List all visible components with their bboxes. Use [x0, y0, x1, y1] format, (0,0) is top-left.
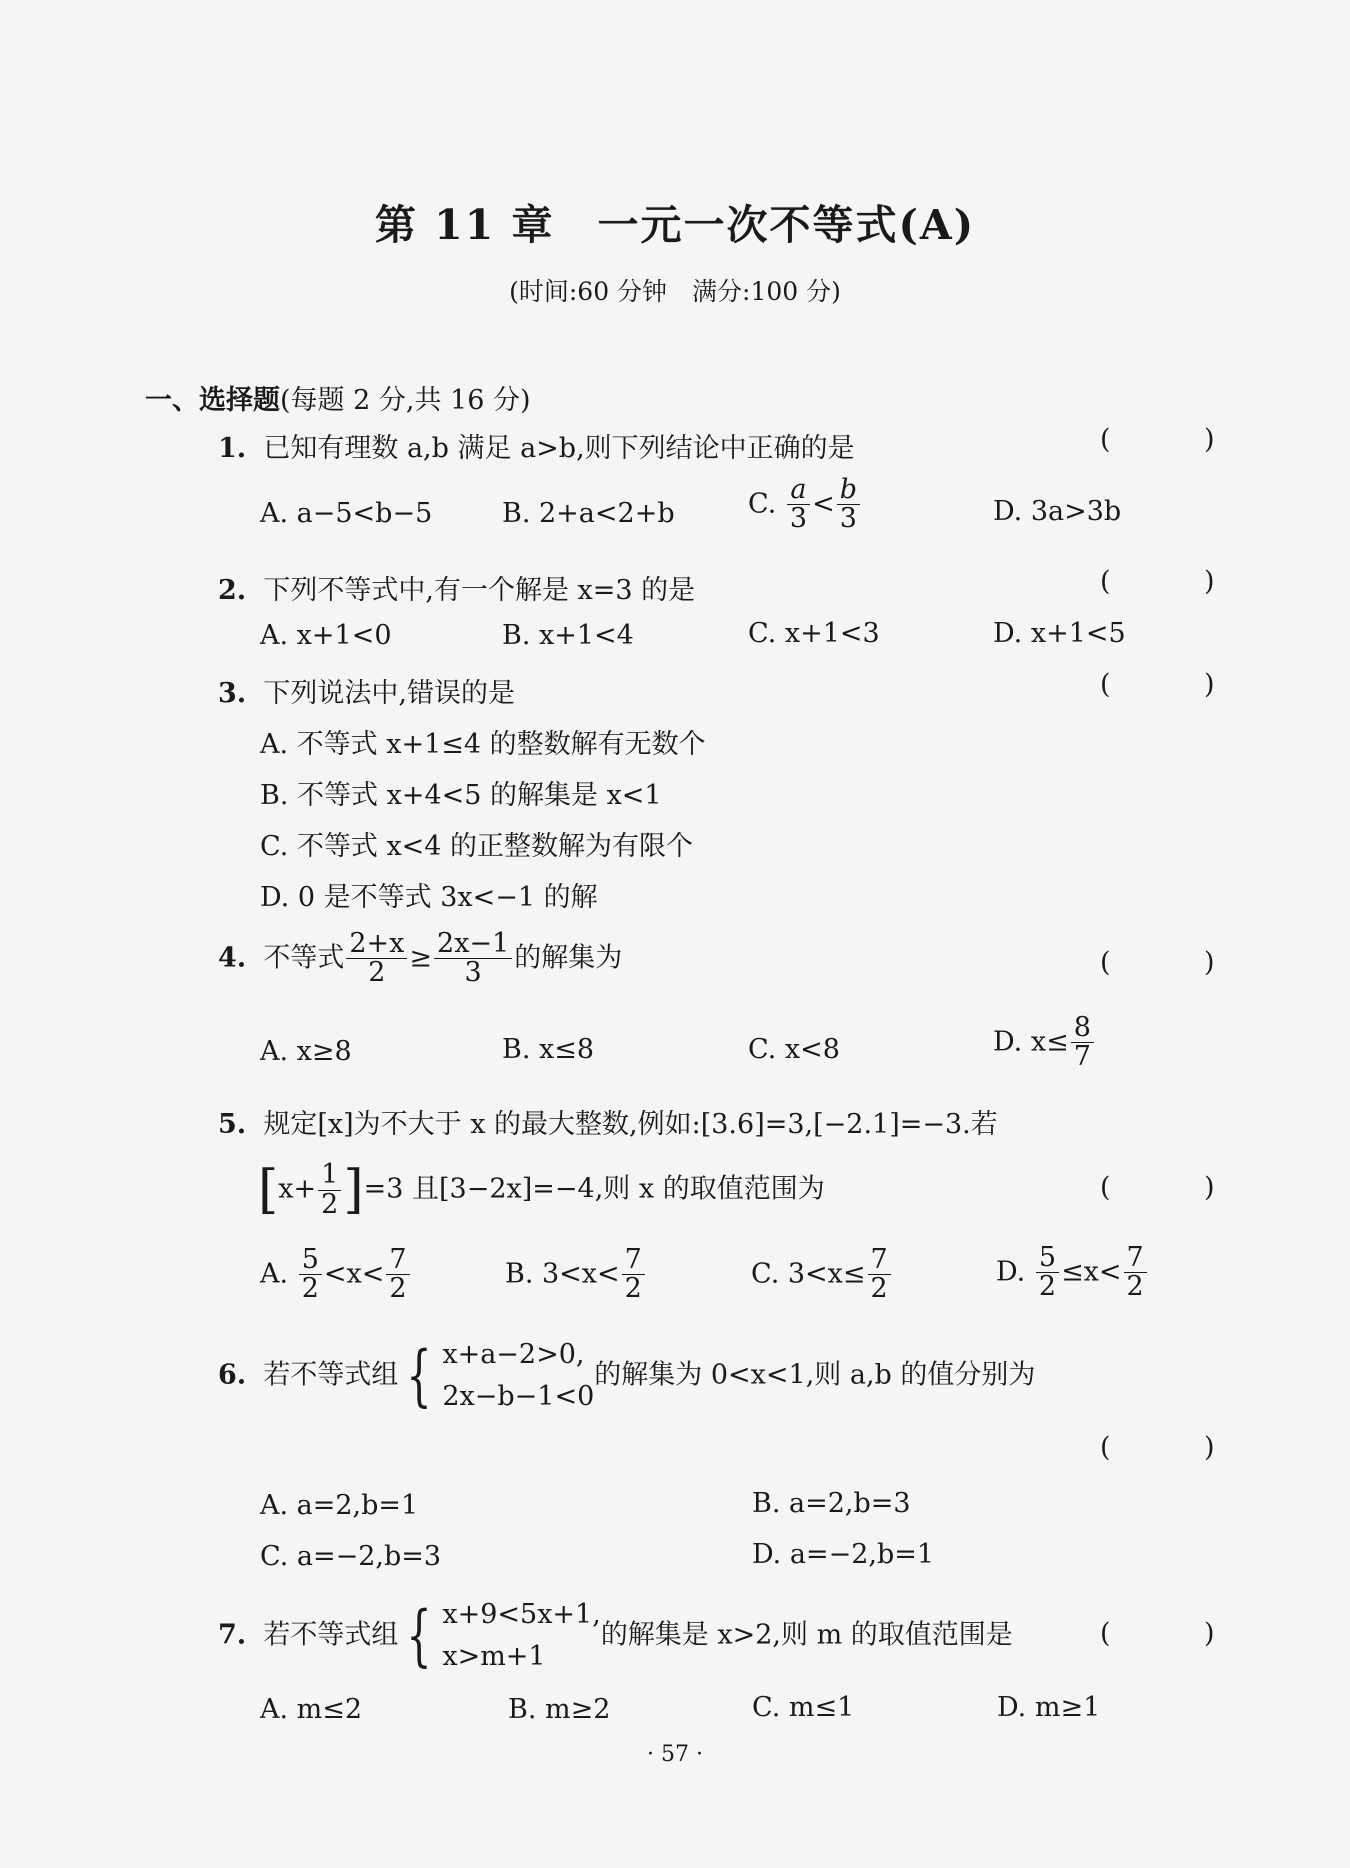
q4-option-b: B. x≤8 [502, 1034, 595, 1065]
section-note: (每题 2 分,共 16 分) [280, 385, 531, 416]
question-2-stem [218, 568, 695, 607]
q6-option-d: D. a=−2,b=1 [752, 1539, 935, 1570]
q1-option-b: B. 2+a<2+b [502, 498, 675, 529]
q7-option-b: B. m≥2 [508, 1694, 611, 1725]
q3-option-a: A. 不等式 x+1≤4 的整数解有无数个 [260, 729, 706, 760]
question-number: 7. [218, 1619, 247, 1651]
exam-info: (时间:60 分钟 满分:100 分) [509, 277, 841, 306]
q3-option-b: B. 不等式 x+4<5 的解集是 x<1 [260, 780, 662, 811]
q5-option-c: C. 3<x≤ $\frac{7}{2}$ [751, 1246, 893, 1304]
q1-option-a: A. a−5<b−5 [260, 498, 433, 529]
answer-blank-1[interactable]: ( ) [1100, 424, 1215, 455]
q2-option-b: B. x+1<4 [502, 620, 634, 651]
answer-blank-7[interactable]: ( ) [1100, 1618, 1215, 1649]
q3-option-d: D. 0 是不等式 3x<−1 的解 [260, 882, 598, 913]
answer-blank-3[interactable]: ( ) [1100, 669, 1215, 700]
question-number: 1. [218, 433, 247, 464]
answer-blank-4[interactable]: ( ) [1100, 947, 1215, 978]
q4-option-d: D. x≤ $\frac{8}{7}$ [993, 1014, 1096, 1072]
q5-option-b: B. 3<x< $\frac{7}{2}$ [505, 1246, 647, 1304]
q6-option-c: C. a=−2,b=3 [260, 1541, 442, 1572]
q1-option-c: C. $\frac{a}{3}$ < $\frac{b}{3}$ [748, 476, 862, 534]
question-text: 规定[x]为不大于 x 的最大整数,例如:[3.6]=3,[−2.1]=−3.若 [263, 1109, 998, 1140]
section-heading [145, 378, 531, 417]
q4-option-c: C. x<8 [748, 1034, 840, 1065]
q2-option-d: D. x+1<5 [993, 618, 1126, 649]
q2-option-a: A. x+1<0 [260, 620, 392, 651]
q5-option-d: D. $\frac{5}{2}$ ≤x< $\frac{7}{2}$ [996, 1244, 1149, 1302]
question-1-stem [218, 426, 855, 465]
section-label: 一、选择题 [145, 385, 280, 416]
q7-option-c: C. m≤1 [752, 1692, 855, 1723]
q7-option-a: A. m≤2 [260, 1694, 363, 1725]
question-5-line2: [x+ $\frac{1}{2}$ ]=3 且[3−2x]=−4,则 x 的取值范围为 [258, 1159, 825, 1220]
question-text: 下列不等式中,有一个解是 x=3 的是 [263, 575, 696, 606]
question-number: 6. [218, 1359, 247, 1391]
q2-option-c: C. x+1<3 [748, 618, 880, 649]
q6-option-b: B. a=2,b=3 [752, 1488, 911, 1519]
q7-option-d: D. m≥1 [997, 1692, 1101, 1723]
question-text: 已知有理数 a,b 满足 a>b,则下列结论中正确的是 [263, 433, 855, 464]
question-3-stem [218, 671, 515, 710]
chapter-title: 第 11 章 一元一次不等式(A) [374, 201, 976, 249]
question-7-stem: 7. 若不等式组 { x+9<5x+1, x>m+1 的解集是 x>2,则 m 的取值范围是 [218, 1596, 1013, 1674]
q4-option-a: A. x≥8 [260, 1036, 352, 1067]
question-5-stem [218, 1102, 998, 1141]
question-number: 2. [218, 575, 247, 606]
question-number: 5. [218, 1109, 247, 1140]
question-number: 3. [218, 678, 247, 709]
question-text: 下列说法中,错误的是 [263, 678, 515, 709]
page-number: · 57 · [647, 1742, 703, 1767]
q6-option-a: A. a=2,b=1 [260, 1490, 419, 1521]
q3-option-c: C. 不等式 x<4 的正整数解为有限个 [260, 831, 694, 862]
answer-blank-5[interactable]: ( ) [1100, 1172, 1215, 1203]
answer-blank-6[interactable]: ( ) [1100, 1432, 1215, 1463]
q1-option-d: D. 3a>3b [993, 496, 1122, 527]
q5-option-a: A. $\frac{5}{2}$ <x< $\frac{7}{2}$ [260, 1246, 412, 1304]
question-6-stem: 6. 若不等式组 { x+a−2>0, 2x−b−1<0 的解集为 0<x<1,则 a,b 的值分别为 [218, 1336, 1036, 1414]
question-4-stem: 4. 不等式 $\frac{2+x}{2}$ ≥ $\frac{2x-1}{3}$ 的解集为 [218, 928, 623, 989]
answer-blank-2[interactable]: ( ) [1100, 566, 1215, 597]
question-number: 4. [218, 942, 247, 974]
